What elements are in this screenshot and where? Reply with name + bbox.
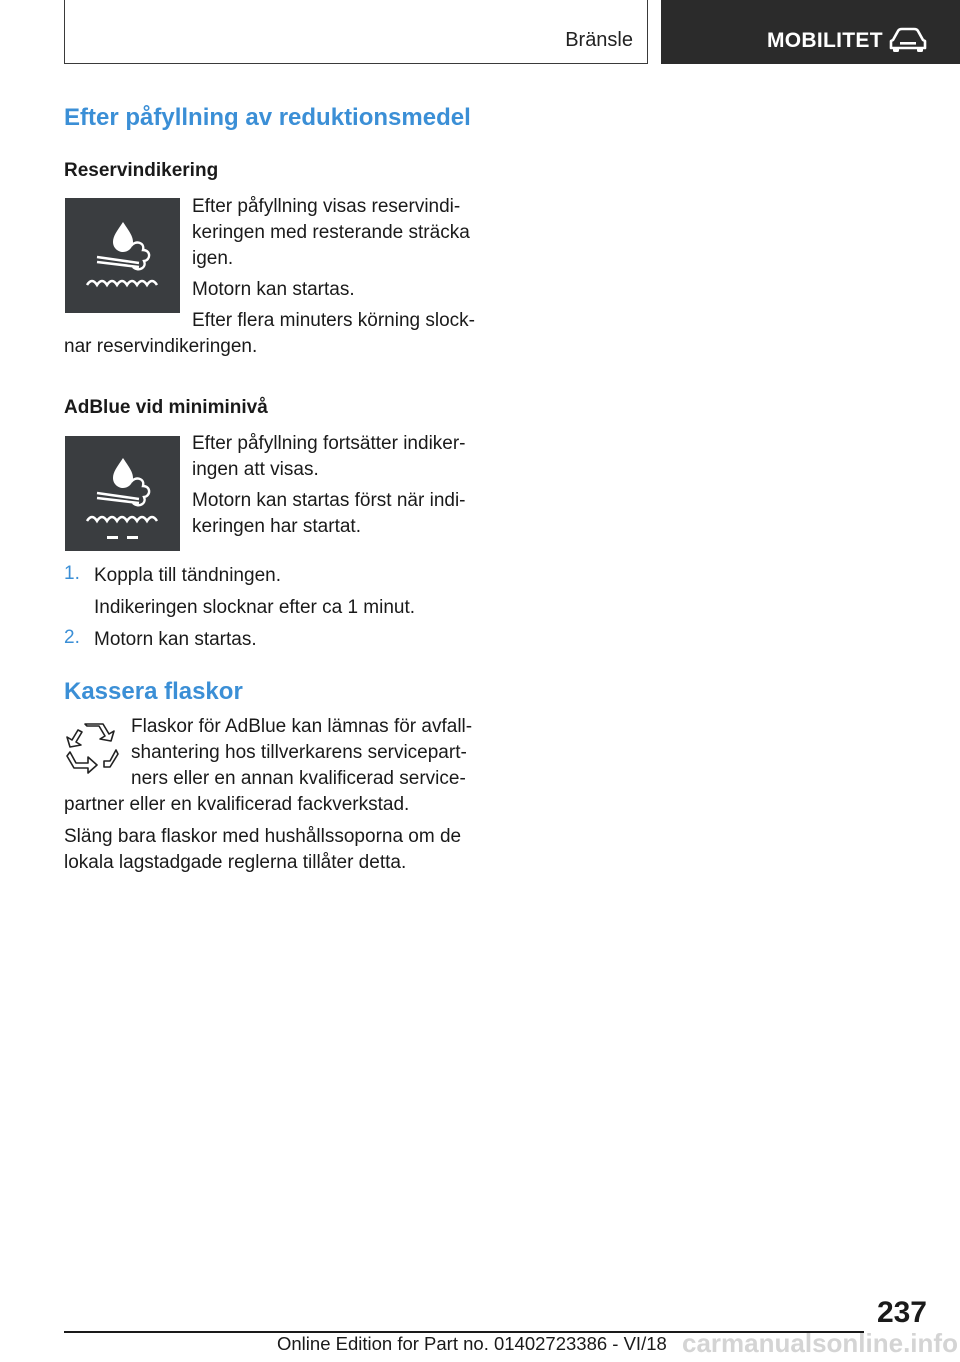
text-line: Flaskor för AdBlue kan lämnas för avfall- [131, 716, 473, 737]
text-line: keringen har startat. [192, 516, 361, 537]
text-line: shantering hos tillverkarens servicepart- [131, 742, 467, 763]
text-line: Efter påfyllning visas reservindi- [192, 196, 461, 217]
recycle-icon [66, 722, 120, 776]
section-heading-after-refill: Efter påfyllning av reduktionsmedel [64, 104, 471, 131]
step-number: 2. [64, 627, 80, 648]
step-text: Koppla till tändningen. [94, 565, 281, 586]
page-number: 237 [876, 1296, 927, 1329]
watermark: carmanualsonline.info [682, 1328, 958, 1358]
adblue-warning-icon [65, 198, 180, 313]
text-line: Efter påfyllning fortsätter indiker- [192, 433, 466, 454]
disposal-paragraph-1-wrapped [131, 714, 472, 792]
disposal-paragraph-2 [64, 824, 461, 876]
text-line: Släng bara flaskor med hushållssoporna om de [64, 826, 462, 847]
text-line: ingen att visas. [192, 459, 319, 480]
car-icon [889, 27, 927, 53]
text-line: ners eller en annan kvalificerad service- [131, 768, 466, 789]
step-subtext: Indikeringen slocknar efter ca 1 minut. [94, 597, 416, 618]
chapter-title: MOBILITET [767, 29, 883, 52]
reserve-paragraph-2: Motorn kan startas. [192, 279, 355, 300]
text-line: Motorn kan startas först när indi- [192, 490, 466, 511]
subheading-minimum: AdBlue vid miniminivå [64, 397, 268, 418]
minimum-paragraph-1 [192, 431, 466, 483]
text-line: keringen med resterande sträcka [192, 222, 470, 243]
header-chapter-box [661, 0, 960, 64]
step-text: Motorn kan startas. [94, 629, 257, 650]
reserve-paragraph-3-line-1: Efter flera minuters körning slock- [192, 310, 475, 331]
section-heading-disposal: Kassera flaskor [64, 678, 243, 705]
reserve-paragraph-3-line-2: nar reservindikeringen. [64, 336, 258, 357]
text-line: igen. [192, 248, 234, 269]
reserve-paragraph-1 [192, 194, 470, 272]
step-number: 1. [64, 563, 80, 584]
adblue-minimum-icon [65, 436, 180, 551]
text-line: lokala lagstadgade reglerna tillåter detta. [64, 852, 407, 873]
disposal-paragraph-1-last: partner eller en kvalificerad fackverkstad. [64, 794, 410, 815]
header-section-box [64, 0, 648, 64]
footer-edition: Online Edition for Part no. 01402723386 - VI/18 [277, 1333, 667, 1354]
subheading-reserve: Reservindikering [64, 160, 219, 181]
minimum-paragraph-2 [192, 488, 466, 540]
section-title: Bränsle [565, 29, 633, 51]
